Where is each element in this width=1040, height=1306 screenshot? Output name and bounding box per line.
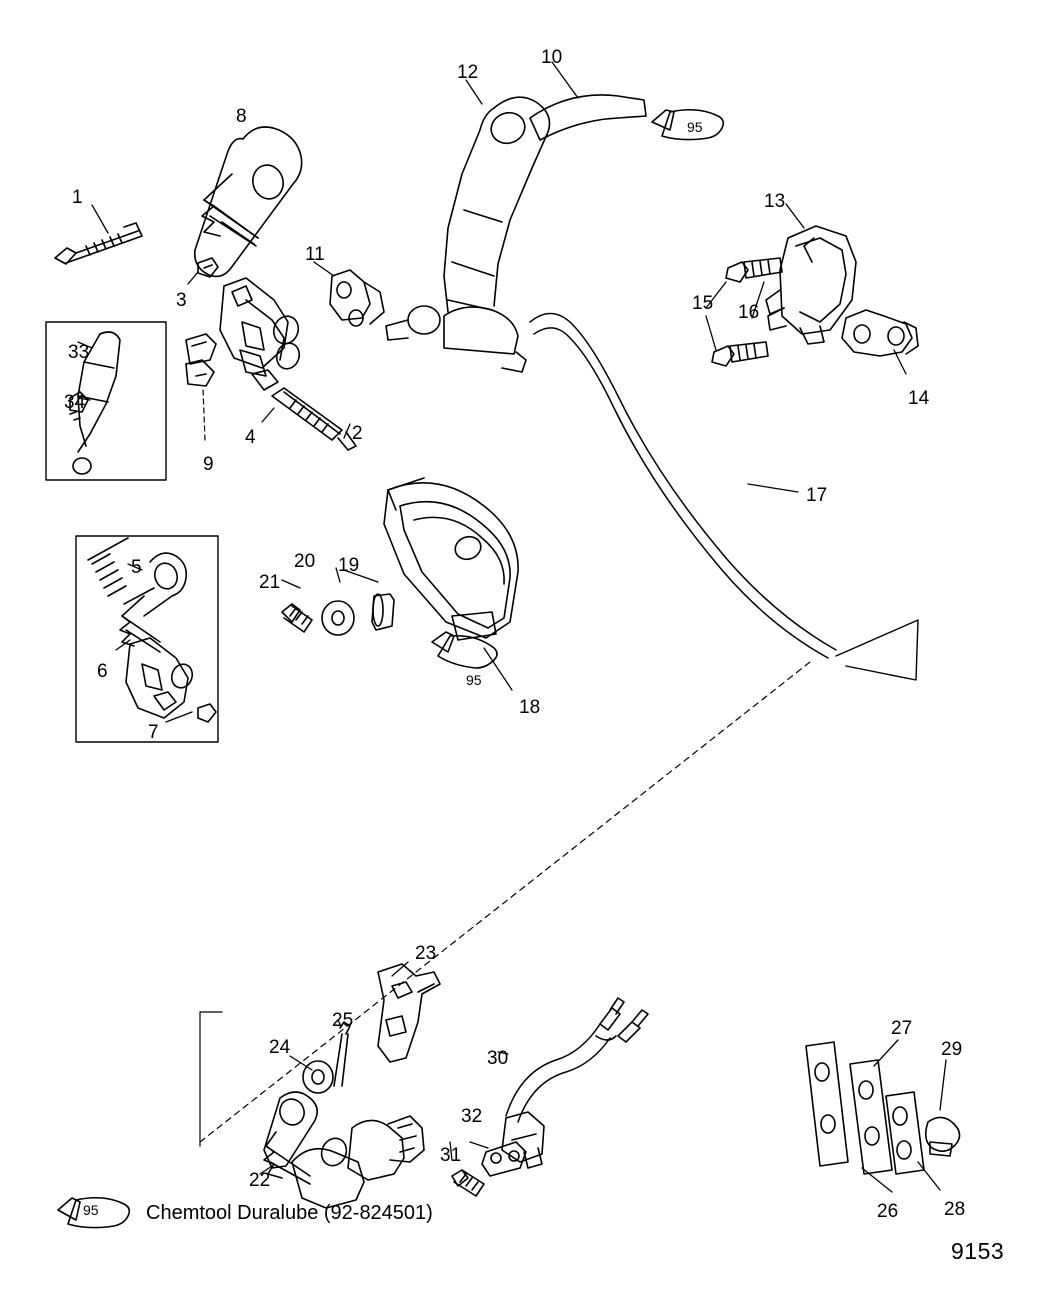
callout-29: 29 bbox=[941, 1039, 963, 1060]
callout-8: 8 bbox=[236, 106, 247, 127]
callout-18: 18 bbox=[519, 697, 541, 718]
callout-26: 26 bbox=[877, 1201, 899, 1222]
callout-14: 14 bbox=[908, 388, 930, 409]
callout-25: 25 bbox=[332, 1010, 354, 1031]
callout-11: 11 bbox=[305, 244, 325, 265]
callout-19: 19 bbox=[338, 555, 360, 576]
part-21-screw bbox=[282, 604, 312, 632]
callout-4: 4 bbox=[245, 427, 256, 448]
part-29-cap bbox=[926, 1117, 960, 1156]
part-30-harness bbox=[502, 998, 648, 1168]
part-1-bolt bbox=[55, 223, 142, 264]
callout-16: 16 bbox=[738, 302, 760, 323]
callout-24: 24 bbox=[269, 1037, 291, 1058]
part-23-lever bbox=[378, 964, 440, 1062]
callout-28: 28 bbox=[944, 1199, 966, 1220]
callout-31: 31 bbox=[440, 1145, 462, 1166]
part-31-screw bbox=[452, 1170, 484, 1196]
part-25-cotter-pin bbox=[334, 1022, 350, 1086]
part-22-assembly bbox=[264, 1092, 424, 1208]
callout-3: 3 bbox=[176, 290, 187, 311]
callout-5: 5 bbox=[131, 557, 142, 578]
part-12-housing bbox=[386, 95, 646, 372]
part-26-27-28-shims bbox=[806, 1042, 924, 1174]
callout-27: 27 bbox=[891, 1018, 913, 1039]
callout-17: 17 bbox=[806, 485, 828, 506]
callout-32: 32 bbox=[461, 1106, 483, 1127]
callout-10: 10 bbox=[541, 47, 563, 68]
legend-tube-label: 95 bbox=[83, 1202, 99, 1218]
part-11-link bbox=[330, 270, 384, 326]
callout-23: 23 bbox=[415, 943, 437, 964]
callout-9: 9 bbox=[203, 454, 214, 475]
part-24-washer bbox=[303, 1061, 333, 1093]
figure-number: 9153 bbox=[951, 1238, 1005, 1264]
callout-30: 30 bbox=[487, 1048, 509, 1069]
inset-box-5-6-7 bbox=[76, 536, 218, 742]
callout-2: 2 bbox=[352, 423, 363, 444]
callout-7: 7 bbox=[148, 722, 159, 743]
part-9-bushing bbox=[186, 334, 216, 386]
part-8-bracket bbox=[195, 127, 302, 276]
legend-lubricant-text: Chemtool Duralube (92-824501) bbox=[146, 1202, 433, 1224]
callout-22: 22 bbox=[249, 1170, 271, 1191]
part-20-washer bbox=[322, 601, 354, 635]
callout-13: 13 bbox=[764, 191, 786, 212]
part-18-cover bbox=[384, 478, 518, 640]
callout-33: 33 bbox=[68, 342, 90, 363]
part-19-bushing bbox=[372, 594, 394, 630]
callout-20: 20 bbox=[294, 551, 316, 572]
part-14-link bbox=[842, 310, 918, 356]
part-13-bracket bbox=[766, 226, 856, 344]
tube-label-upper: 95 bbox=[687, 119, 703, 135]
callout-21: 21 bbox=[259, 572, 281, 593]
part-32-plate bbox=[482, 1142, 526, 1176]
part-2-pin bbox=[272, 388, 356, 450]
callout-12: 12 bbox=[457, 62, 479, 83]
callout-6: 6 bbox=[97, 661, 108, 682]
callout-34: 34 bbox=[64, 392, 86, 413]
part-17-cable bbox=[530, 313, 918, 680]
tube-label-lower: 95 bbox=[466, 672, 482, 688]
callout-1: 1 bbox=[72, 187, 83, 208]
callout-15: 15 bbox=[692, 293, 714, 314]
part-9-body bbox=[220, 278, 303, 390]
